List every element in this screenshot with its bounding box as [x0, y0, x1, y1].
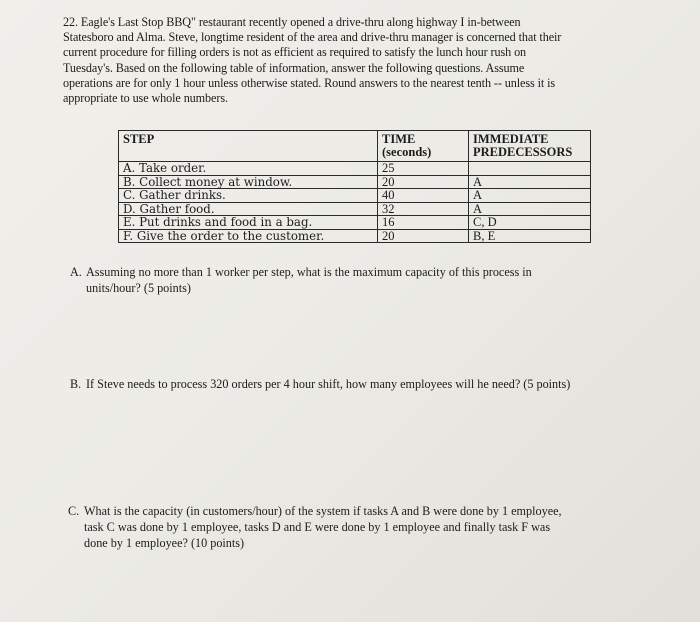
question-c: [68, 503, 628, 551]
table-row: [119, 162, 591, 176]
table-row: [119, 189, 591, 203]
problem-line: operations are for only 1 hour unless otherwise stated. Round answers to the nearest tenth -- unless it is: [63, 75, 556, 90]
question-c-line2: task C was done by 1 employee, tasks D and E were done by 1 employee and finally task F was: [84, 520, 551, 534]
step-cell: B. Collect money at window.: [119, 175, 378, 189]
problem-title-line: 22. Eagle's Last Stop BBQ" restaurant recently opened a drive-thru along highway I in-between: [63, 15, 521, 29]
step-cell: D. Gather food.: [119, 202, 378, 216]
question-b-label: B.: [70, 377, 82, 391]
predecessor-cell: B, E: [469, 229, 591, 243]
table-header-row: [119, 131, 591, 162]
header-time-unit: (seconds): [382, 144, 432, 159]
question-a-label: A.: [70, 265, 82, 279]
header-predecessors-line1: IMMEDIATE: [473, 132, 549, 146]
predecessor-cell: A: [469, 202, 591, 216]
header-step: STEP: [119, 131, 378, 162]
step-cell: E. Put drinks and food in a bag.: [119, 216, 378, 230]
predecessor-cell: A: [469, 189, 591, 203]
header-time: [378, 131, 469, 162]
predecessor-cell: [469, 162, 591, 176]
question-a-line1: [70, 264, 590, 280]
problem-line: Statesboro and Alma. Steve, longtime resident of the area and drive-thru manager is concerned that their: [63, 30, 562, 45]
header-time-label: TIME: [382, 132, 416, 146]
problem-statement: [63, 15, 623, 106]
step-cell: F. Give the order to the customer.: [119, 229, 378, 243]
header-predecessors: [469, 131, 591, 162]
question-b: [70, 376, 670, 392]
time-cell: 25: [378, 162, 469, 176]
predecessor-cell: C, D: [469, 216, 591, 230]
problem-line: appropriate to use whole numbers.: [63, 91, 228, 106]
table-row: [119, 202, 591, 216]
question-c-line1: [68, 503, 628, 519]
question-a: [70, 264, 590, 296]
time-cell: 20: [378, 175, 469, 189]
problem-line: current procedure for filling orders is not as efficient as required to satisfy the lunch hour rush on: [63, 45, 527, 60]
time-cell: 20: [378, 229, 469, 243]
table-row: [119, 175, 591, 189]
process-steps-table: [118, 130, 591, 243]
problem-line: Tuesday's. Based on the following table of information, answer the following questions. Assume: [63, 60, 525, 75]
time-cell: 32: [378, 202, 469, 216]
header-predecessors-line2: PREDECESSORS: [473, 144, 573, 159]
question-c-label: C.: [68, 504, 80, 518]
question-b-text: If Steve needs to process 320 orders per 4 hour shift, how many employees will he need? (5 points): [86, 377, 571, 391]
table-row: [119, 229, 591, 243]
question-a-line2: units/hour? (5 points): [86, 281, 191, 295]
table-row: [119, 216, 591, 230]
time-cell: 16: [378, 216, 469, 230]
step-cell: A. Take order.: [119, 162, 378, 176]
question-a-text: Assuming no more than 1 worker per step, what is the maximum capacity of this process in: [86, 265, 532, 279]
predecessor-cell: A: [469, 175, 591, 189]
question-c-text: What is the capacity (in customers/hour) of the system if tasks A and B were done by 1 employee,: [84, 504, 562, 518]
time-cell: 40: [378, 189, 469, 203]
step-cell: C. Gather drinks.: [119, 189, 378, 203]
question-c-line3: done by 1 employee? (10 points): [84, 536, 245, 550]
